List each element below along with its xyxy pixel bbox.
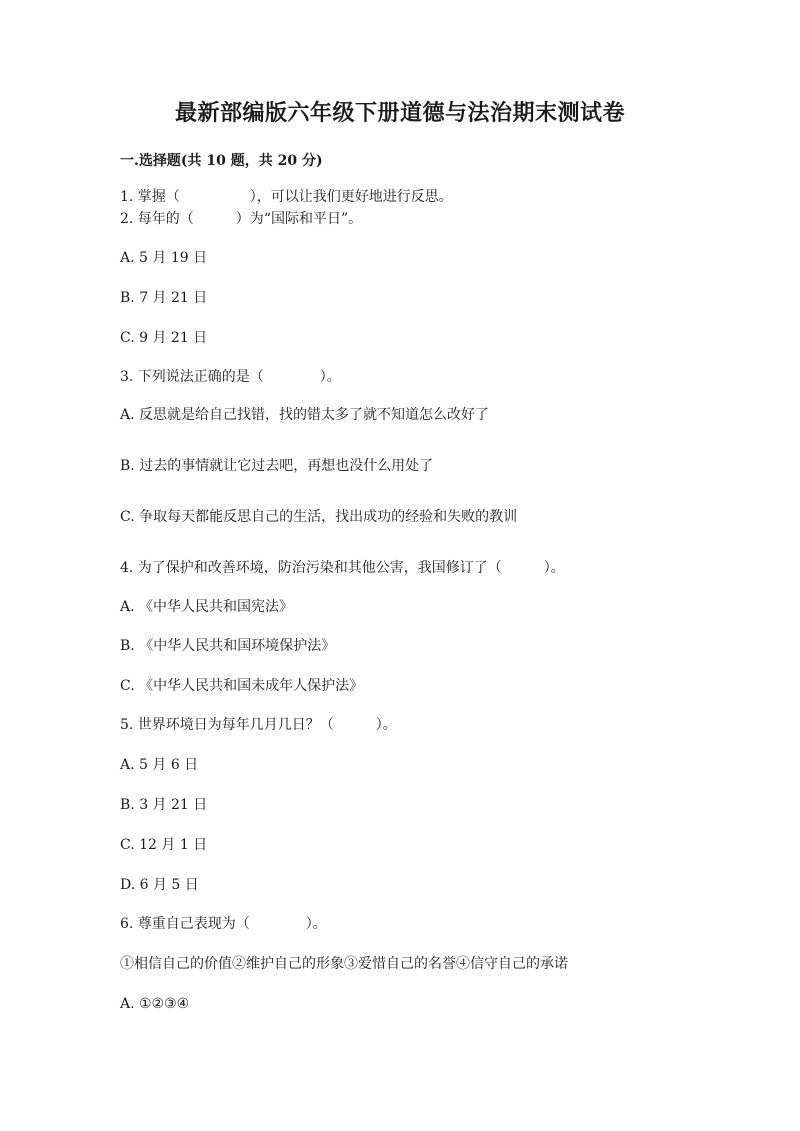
- question-1: 1. 掌握（ ），可以让我们更好地进行反思。: [120, 189, 453, 205]
- option-4a: A. 《中华人民共和国宪法》: [120, 599, 294, 615]
- option-5b: B. 3 月 21 日: [120, 797, 208, 813]
- question-2: 2. 每年的（ ）为“国际和平日”。: [120, 211, 363, 227]
- section-heading: 一.选择题(共 10 题，共 20 分): [120, 153, 323, 169]
- option-2b: B. 7 月 21 日: [120, 290, 208, 306]
- question-4: 4. 为了保护和改善环境，防治污染和其他公害，我国修订了（ ）。: [120, 560, 565, 576]
- option-5a: A. 5 月 6 日: [120, 757, 199, 773]
- option-4b: B. 《中华人民共和国环境保护法》: [120, 638, 336, 654]
- option-6a: A. ①②③④: [120, 996, 190, 1012]
- option-2c: C. 9 月 21 日: [120, 330, 208, 346]
- exam-title: 最新部编版六年级下册道德与法治期末测试卷: [174, 100, 625, 126]
- option-4c: C. 《中华人民共和国未成年人保护法》: [120, 678, 364, 694]
- question-3: 3. 下列说法正确的是（ ）。: [120, 369, 341, 385]
- question-5: 5. 世界环境日为每年几月几日？（ ）。: [120, 717, 397, 733]
- option-5d: D. 6 月 5 日: [120, 877, 199, 893]
- option-3c: C. 争取每天都能反思自己的生活，找出成功的经验和失败的教训: [120, 509, 518, 525]
- option-3a: A. 反思就是给自己找错，找的错太多了就不知道怎么改好了: [120, 407, 490, 423]
- option-3b: B. 过去的事情就让它过去吧，再想也没什么用处了: [120, 458, 434, 474]
- question-6-statements: ①相信自己的价值②维护自己的形象③爱惜自己的名誉④信守自己的承诺: [120, 956, 568, 972]
- option-5c: C. 12 月 1 日: [120, 837, 208, 853]
- option-2a: A. 5 月 19 日: [120, 250, 208, 266]
- question-6: 6. 尊重自己表现为（ ）。: [120, 916, 327, 932]
